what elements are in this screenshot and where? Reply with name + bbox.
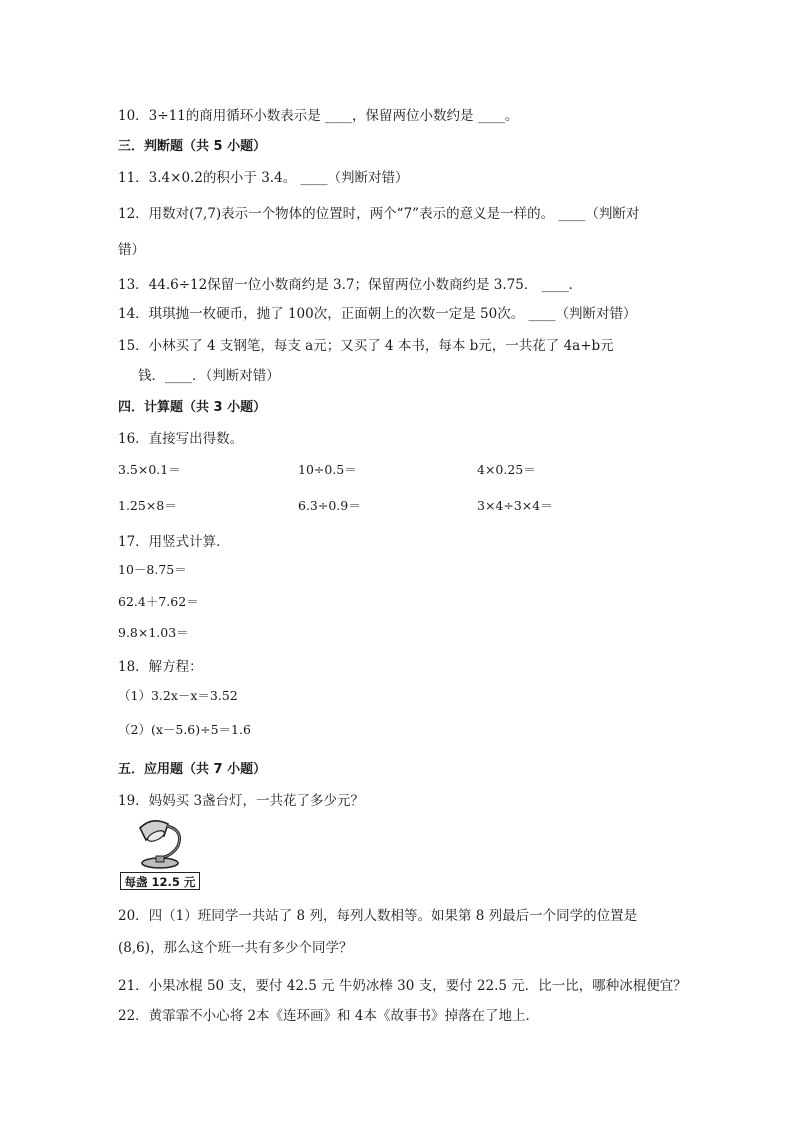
- question-15-line2: 钱．____．（判断对错）: [138, 368, 280, 384]
- calc-item: 6.3÷0.9＝: [298, 498, 361, 513]
- calc-item: 3×4÷3×4＝: [477, 498, 553, 513]
- question-12-line2: 错）: [118, 242, 145, 258]
- price-tag: 每盏 12.5 元: [120, 872, 200, 890]
- section-calculation: 四．计算题（共 3 小题）: [118, 400, 267, 415]
- question-21: 21．小果冰棍 50 支，要付 42.5 元 牛奶冰棒 30 支，要付 22.5 元．比一比，哪种冰棍便宜？: [118, 978, 687, 994]
- calc-item: 4×0.25＝: [477, 462, 536, 477]
- question-18: 18．解方程：: [118, 659, 203, 675]
- question-16: 16．直接写出得数。: [118, 431, 244, 447]
- calc-item: 1.25×8＝: [118, 498, 177, 513]
- question-11: 11．3.4×0.2的积小于 3.4。 ____（判断对错）: [118, 170, 409, 186]
- question-20-line1: 20．四（1）班同学一共站了 8 列，每列人数相等。如果第 8 列最后一个同学的位置是: [118, 908, 638, 924]
- question-13: 13．44.6÷12保留一位小数商约是 3.7；保留两位小数商约是 3.75． ____．: [118, 277, 583, 293]
- question-14: 14．琪琪抛一枚硬币，抛了 100次，正面朝上的次数一定是 50次。 ____（判断对错）: [118, 306, 637, 322]
- desk-lamp-illustration: [118, 814, 204, 894]
- equation-2: （2）(x－5.6)÷5＝1.6: [118, 722, 251, 737]
- question-20-line2: (8,6)，那么这个班一共有多少个同学？: [118, 940, 353, 956]
- question-12-line1: 12．用数对(7,7)表示一个物体的位置时，两个“7”表示的意义是一样的。 ____（判断对: [118, 206, 640, 222]
- question-19: 19．妈妈买 3盏台灯，一共花了多少元？: [118, 793, 365, 809]
- calc-item: 62.4＋7.62＝: [118, 594, 199, 609]
- calc-item: 10÷0.5＝: [298, 462, 357, 477]
- question-22: 22．黄霏霏不小心将 2本《连环画》和 4本《故事书》掉落在了地上．: [118, 1008, 539, 1024]
- calc-item: 9.8×1.03＝: [118, 625, 189, 640]
- question-10: 10．3÷11的商用循环小数表示是 ____，保留两位小数约是 ____。: [118, 108, 519, 124]
- calc-item: 10－8.75＝: [118, 562, 187, 577]
- equation-1: （1）3.2x－x＝3.52: [118, 688, 238, 703]
- question-17: 17．用竖式计算．: [118, 534, 230, 550]
- section-application: 五．应用题（共 7 小题）: [118, 762, 267, 777]
- desk-lamp-icon: [118, 814, 204, 872]
- question-15-line1: 15．小林买了 4 支钢笔，每支 a元；又买了 4 本书，每本 b元，一共花了 4a+b元: [118, 338, 614, 354]
- calc-item: 3.5×0.1＝: [118, 462, 181, 477]
- section-judgement: 三．判断题（共 5 小题）: [118, 139, 267, 154]
